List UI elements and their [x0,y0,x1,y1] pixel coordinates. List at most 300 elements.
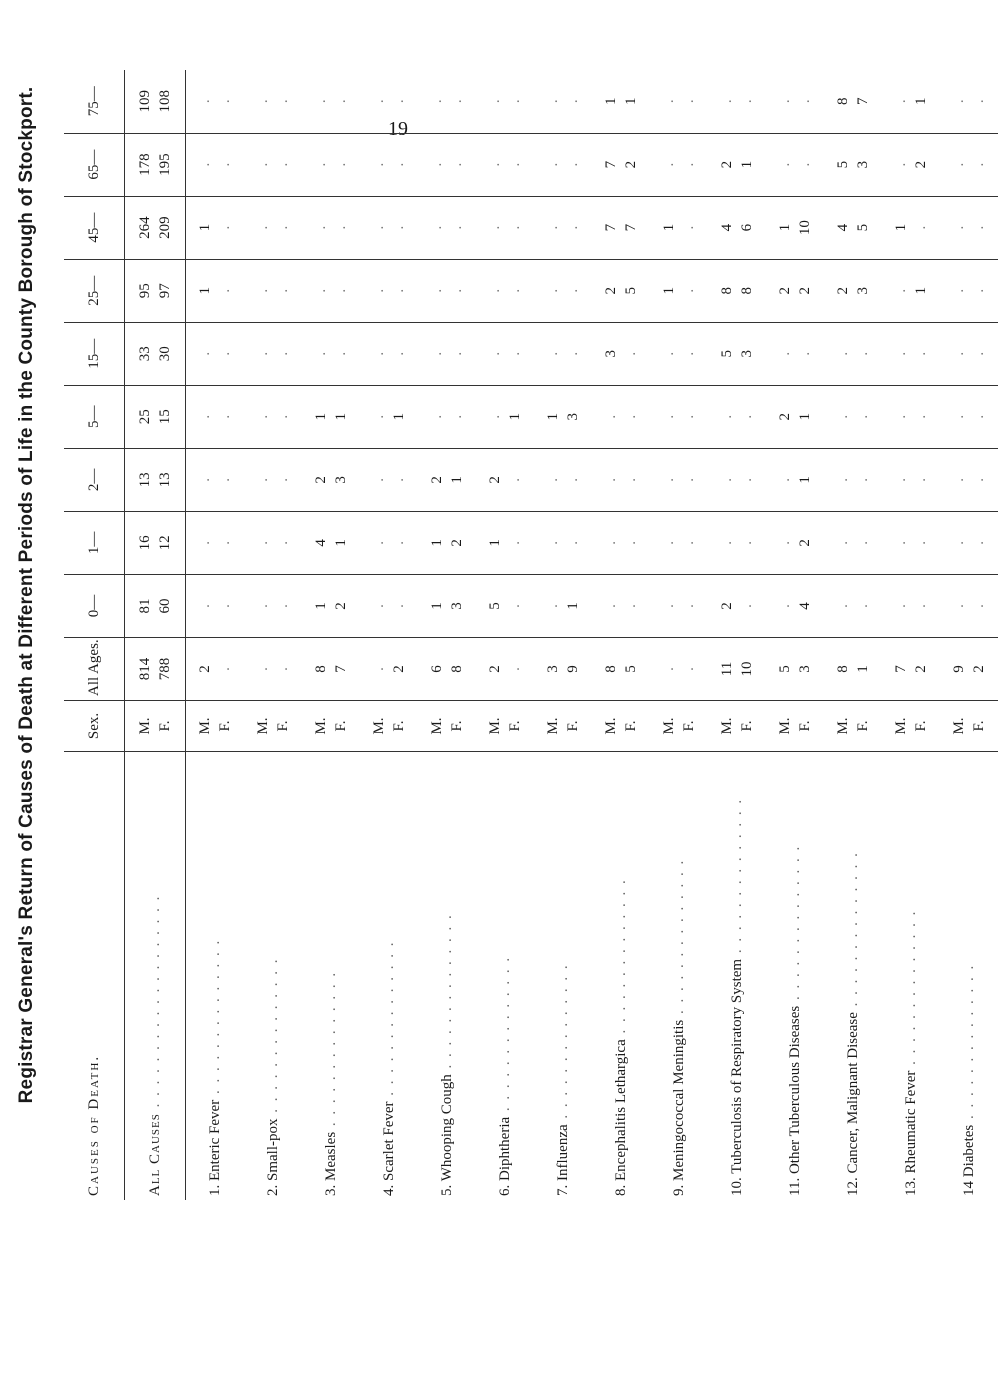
value-cell [534,196,592,259]
cell-f: . [217,667,233,671]
cell-m: . [719,414,735,419]
value-cell [940,637,998,700]
cell-f: . [217,162,233,167]
cause-label-cell [592,752,650,1201]
value-cell [766,70,824,133]
cell-m: . [371,667,387,671]
cell-f: . [507,162,523,167]
value-cell [882,574,940,637]
sex-f: F. [739,720,755,732]
cell-f: . [623,414,639,419]
cell-m: 1 [777,223,793,232]
header-age-65: 65— [64,133,125,196]
cell-f: 1 [797,413,813,421]
value-cell [360,637,418,700]
value-cell [360,574,418,637]
value-cell [940,574,998,637]
cell-m: 8 [835,665,851,673]
cause-label-cell [476,752,534,1201]
cell-f: . [391,99,407,104]
value-cell [592,322,650,385]
cell-f: . [855,351,871,356]
cell-f: . [739,477,755,482]
cell-f: 1 [507,413,523,421]
cell-m: 2 [197,665,213,673]
all-causes-age-65 [125,133,186,196]
cell-f: . [797,162,813,167]
value-cell [186,259,245,322]
cell-m: . [371,604,387,608]
cell-f: 2 [913,160,929,169]
cell-f: . [217,225,233,230]
cell-f: . [391,541,407,545]
cell-m: . [545,99,561,104]
value-cell [476,322,534,385]
cell-m: 3 [603,350,619,358]
cell-f: . [217,477,233,482]
cell-f: . [971,99,987,104]
header-age-1: 1— [64,511,125,574]
cell-f: 1 [855,665,871,673]
cell-m: . [429,414,445,419]
cell-f: 30 [157,346,173,362]
cell-m: 4 [313,539,329,547]
cell-m: 1 [487,539,503,547]
cell-m: 109 [137,90,153,113]
sex-f: F. [913,720,929,732]
cell-f: 2 [797,286,813,295]
dot-leader: . . . . . . . . . . . . . . [728,797,745,959]
cell-m: . [197,162,213,167]
cell-f: 2 [971,665,987,673]
cell-f: . [739,604,755,608]
cell-f: . [217,604,233,608]
cell-m: 2 [313,476,329,484]
cell-f: 9 [565,665,581,673]
cause-row [882,70,940,1200]
cell-f: . [623,604,639,608]
cell-f: . [623,541,639,545]
cell-f: 1 [797,476,813,484]
cell-f: 1 [913,286,929,295]
cell-f: . [739,541,755,545]
value-cell [244,511,302,574]
cell-f: . [275,351,291,356]
cell-m: . [893,604,909,608]
cell-m: 178 [137,153,153,176]
value-cell [708,259,766,322]
cell-f: . [217,541,233,545]
cell-f: 12 [157,535,173,551]
cause-label: 14 Diabetes [960,1124,977,1196]
cell-f: . [913,225,929,230]
value-cell [592,511,650,574]
value-cell [592,448,650,511]
value-cell [476,511,534,574]
all-causes-age-0 [125,574,186,637]
cell-m: . [371,541,387,545]
cell-f: . [681,477,697,482]
sex-cell [476,701,534,752]
cell-m: 1 [893,223,909,232]
cell-f: 1 [391,413,407,421]
cause-row [302,70,360,1200]
value-cell [476,637,534,700]
cell-f: . [565,351,581,356]
cell-m: 16 [137,535,153,551]
cell-f: . [913,414,929,419]
cell-m: 13 [137,472,153,488]
cell-f: 1 [333,539,349,547]
cell-f: . [855,541,871,545]
cell-f: . [971,225,987,230]
cause-label: 10. Tuberculosis of Respiratory System [728,958,745,1196]
cell-f: . [971,162,987,167]
cell-m: . [371,477,387,482]
sex-cell [302,701,360,752]
value-cell [418,448,476,511]
cell-m: . [429,225,445,230]
value-cell [186,196,245,259]
cell-m: 1 [197,223,213,232]
value-cell [708,511,766,574]
value-cell [244,196,302,259]
cell-m: . [603,604,619,608]
cell-f: . [275,162,291,167]
cell-f: . [507,99,523,104]
cell-m: 2 [603,286,619,295]
cell-f: 3 [855,160,871,169]
dot-leader: . . . . . . . . . . . . . . [496,955,513,1117]
cell-f: . [449,288,465,293]
cell-f: 195 [157,153,173,176]
cell-m: . [429,351,445,356]
cell-m: . [719,99,735,104]
cell-f: . [739,414,755,419]
header-row [64,70,125,1200]
sex-m: M. [893,717,909,735]
cell-m: . [951,414,967,419]
value-cell [534,70,592,133]
cause-label-cell [360,752,418,1201]
cell-m: . [197,477,213,482]
value-cell [824,511,882,574]
cell-f: . [275,541,291,545]
sex-f: F. [449,720,465,732]
value-cell [186,448,245,511]
cell-f: . [507,604,523,608]
value-cell [708,196,766,259]
cell-f: 13 [157,472,173,488]
value-cell [592,133,650,196]
cell-f: . [507,477,523,482]
cell-m: 2 [487,665,503,673]
dot-leader: . . . . . . . . . . . . . . [206,938,223,1100]
cell-m: . [951,351,967,356]
value-cell [244,385,302,448]
cell-f: . [217,351,233,356]
cell-m: 2 [835,286,851,295]
value-cell [882,448,940,511]
value-cell [940,448,998,511]
value-cell [708,322,766,385]
cell-f: . [507,288,523,293]
value-cell [360,511,418,574]
cell-f: . [391,288,407,293]
cell-f: . [449,99,465,104]
cell-m: . [835,541,851,545]
cell-f: . [971,477,987,482]
dot-leader: . . . . . . . . . . . . . . [612,878,629,1040]
cell-m: . [661,99,677,104]
cell-f: . [971,288,987,293]
cell-m: . [545,541,561,545]
value-cell [650,448,708,511]
value-cell [940,385,998,448]
value-cell [302,70,360,133]
all-causes-all-ages [125,637,186,700]
value-cell [650,574,708,637]
cell-m: . [313,225,329,230]
header-age-45: 45— [64,196,125,259]
cause-label-cell [882,752,940,1201]
cell-m: . [255,477,271,482]
cell-f: 2 [623,160,639,169]
cell-m: 5 [835,160,851,169]
cell-m: . [545,288,561,293]
sex-m: M. [429,717,445,735]
cell-f: . [971,541,987,545]
cell-m: . [255,541,271,545]
header-age-2: 2— [64,448,125,511]
all-causes-age-25 [125,259,186,322]
cause-row [940,70,998,1200]
cell-m: . [661,351,677,356]
cell-m: . [661,414,677,419]
cell-m: 8 [603,665,619,673]
cell-m: . [719,477,735,482]
cell-m: . [429,162,445,167]
cell-f: . [275,604,291,608]
cell-f: . [275,414,291,419]
cell-m: . [313,288,329,293]
cell-f: . [275,225,291,230]
cause-label: 13. Rheumatic Fever [902,1070,919,1196]
value-cell [882,637,940,700]
value-cell [418,322,476,385]
dot-leader: . . . . . . . . . . . . . . . . . . . [146,894,163,1114]
cause-row [650,70,708,1200]
cell-m: 814 [137,657,153,681]
value-cell [244,448,302,511]
header-age-5: 5— [64,385,125,448]
value-cell [476,574,534,637]
cell-f: 8 [739,286,755,295]
value-cell [708,448,766,511]
cause-row [592,70,650,1200]
cell-m: . [371,99,387,104]
value-cell [650,70,708,133]
cell-f: . [971,351,987,356]
cell-f: . [507,351,523,356]
header-age-25: 25— [64,259,125,322]
cell-m: . [487,99,503,104]
cell-m: . [893,288,909,293]
cell-f: . [275,99,291,104]
report-title: Registrar General's Return of Causes of Death at Different Periods of Life in the County Borough of Stockport. [16,86,37,1104]
value-cell [824,196,882,259]
cell-m: . [255,351,271,356]
cause-label-cell [534,752,592,1201]
cell-f: 3 [565,413,581,421]
cell-m: 1 [661,286,677,295]
cell-m: 1 [197,286,213,295]
cell-f: 788 [157,657,173,681]
cell-m: 6 [429,665,445,673]
cell-m: . [777,541,793,545]
header-age-15: 15— [64,322,125,385]
cell-m: . [487,162,503,167]
cell-m: . [487,288,503,293]
cell-m: . [197,604,213,608]
cell-m: 1 [603,97,619,106]
cell-m: . [777,99,793,104]
value-cell [186,70,245,133]
cell-m: 8 [313,665,329,673]
cell-m: 1 [313,602,329,610]
cause-label: 9. Meningococcal Meningitis [670,1019,687,1196]
sex-m: M. [255,717,271,735]
sex-m: M. [545,717,561,735]
value-cell [360,448,418,511]
cell-m: 81 [137,598,153,614]
value-cell [360,196,418,259]
cell-f: . [681,667,697,671]
value-cell [418,259,476,322]
cause-label-cell [766,752,824,1201]
cell-m: . [603,414,619,419]
cause-row [186,70,245,1200]
cell-m: . [545,225,561,230]
cell-f: 15 [157,409,173,425]
all-causes-text: All Causes [146,1113,163,1196]
cell-m: . [545,604,561,608]
value-cell [650,196,708,259]
cell-m: . [371,162,387,167]
cell-m: 3 [545,665,561,673]
cell-f: . [275,288,291,293]
cell-f: . [681,541,697,545]
cause-label: 8. Encephalitis Lethargica [612,1039,629,1196]
cell-f: 1 [623,97,639,106]
cell-m: 1 [545,413,561,421]
cause-label: 6. Diphtheria [496,1116,513,1196]
cell-m: . [951,288,967,293]
value-cell [534,259,592,322]
cell-f: 2 [391,665,407,673]
sex-m: M. [719,717,735,735]
cause-label-cell [824,752,882,1201]
value-cell [418,70,476,133]
cell-m: . [951,162,967,167]
cell-m: . [893,541,909,545]
cell-f: . [333,288,349,293]
dot-leader: . . . . . . . . . . . . . . [670,858,687,1020]
value-cell [824,385,882,448]
cell-m: . [545,162,561,167]
cell-m: . [197,541,213,545]
value-cell [476,196,534,259]
value-cell [766,133,824,196]
sex-cell [418,701,476,752]
cause-label: 2. Small-pox [264,1118,281,1196]
sex-m: M. [137,717,153,735]
cell-m: . [197,99,213,104]
cell-f: . [565,162,581,167]
cause-row [708,70,766,1200]
sex-cell [824,701,882,752]
cell-m: 2 [429,476,445,484]
sex-f: F. [565,720,581,732]
cell-f: 1 [333,413,349,421]
cell-m: . [893,414,909,419]
cell-m: . [661,162,677,167]
cause-label-cell [650,752,708,1201]
header-causes: Causes of Death. [64,752,125,1201]
cause-label-cell [708,752,766,1201]
cell-f: 3 [449,602,465,610]
value-cell [882,511,940,574]
value-cell [650,322,708,385]
cell-m: . [371,288,387,293]
sex-m: M. [777,717,793,735]
value-cell [766,574,824,637]
value-cell [360,70,418,133]
cell-f: 1 [739,160,755,169]
value-cell [186,511,245,574]
sex-f: F. [333,720,349,732]
value-cell [476,70,534,133]
value-cell [534,637,592,700]
header-age-75: 75— [64,70,125,133]
cell-m: . [893,162,909,167]
cell-f: 3 [739,350,755,358]
cell-m: . [255,225,271,230]
rotated-table-page [16,0,987,1220]
value-cell [592,637,650,700]
value-cell [708,70,766,133]
sex-m: M. [603,717,619,735]
value-cell [940,196,998,259]
value-cell [824,574,882,637]
cell-f: . [681,288,697,293]
cell-m: 264 [137,216,153,239]
cause-label: 5. Whooping Cough [438,1074,455,1196]
causes-of-death-table [64,70,998,1200]
cell-m: 8 [835,97,851,106]
value-cell [592,259,650,322]
cell-m: 5 [487,602,503,610]
cell-f: 97 [157,283,173,299]
cell-f: . [913,477,929,482]
cell-f: 209 [157,216,173,239]
cell-m: 11 [719,661,735,677]
value-cell [708,637,766,700]
value-cell [418,574,476,637]
cell-m: . [777,604,793,608]
cell-m: 5 [777,665,793,673]
value-cell [186,637,245,700]
